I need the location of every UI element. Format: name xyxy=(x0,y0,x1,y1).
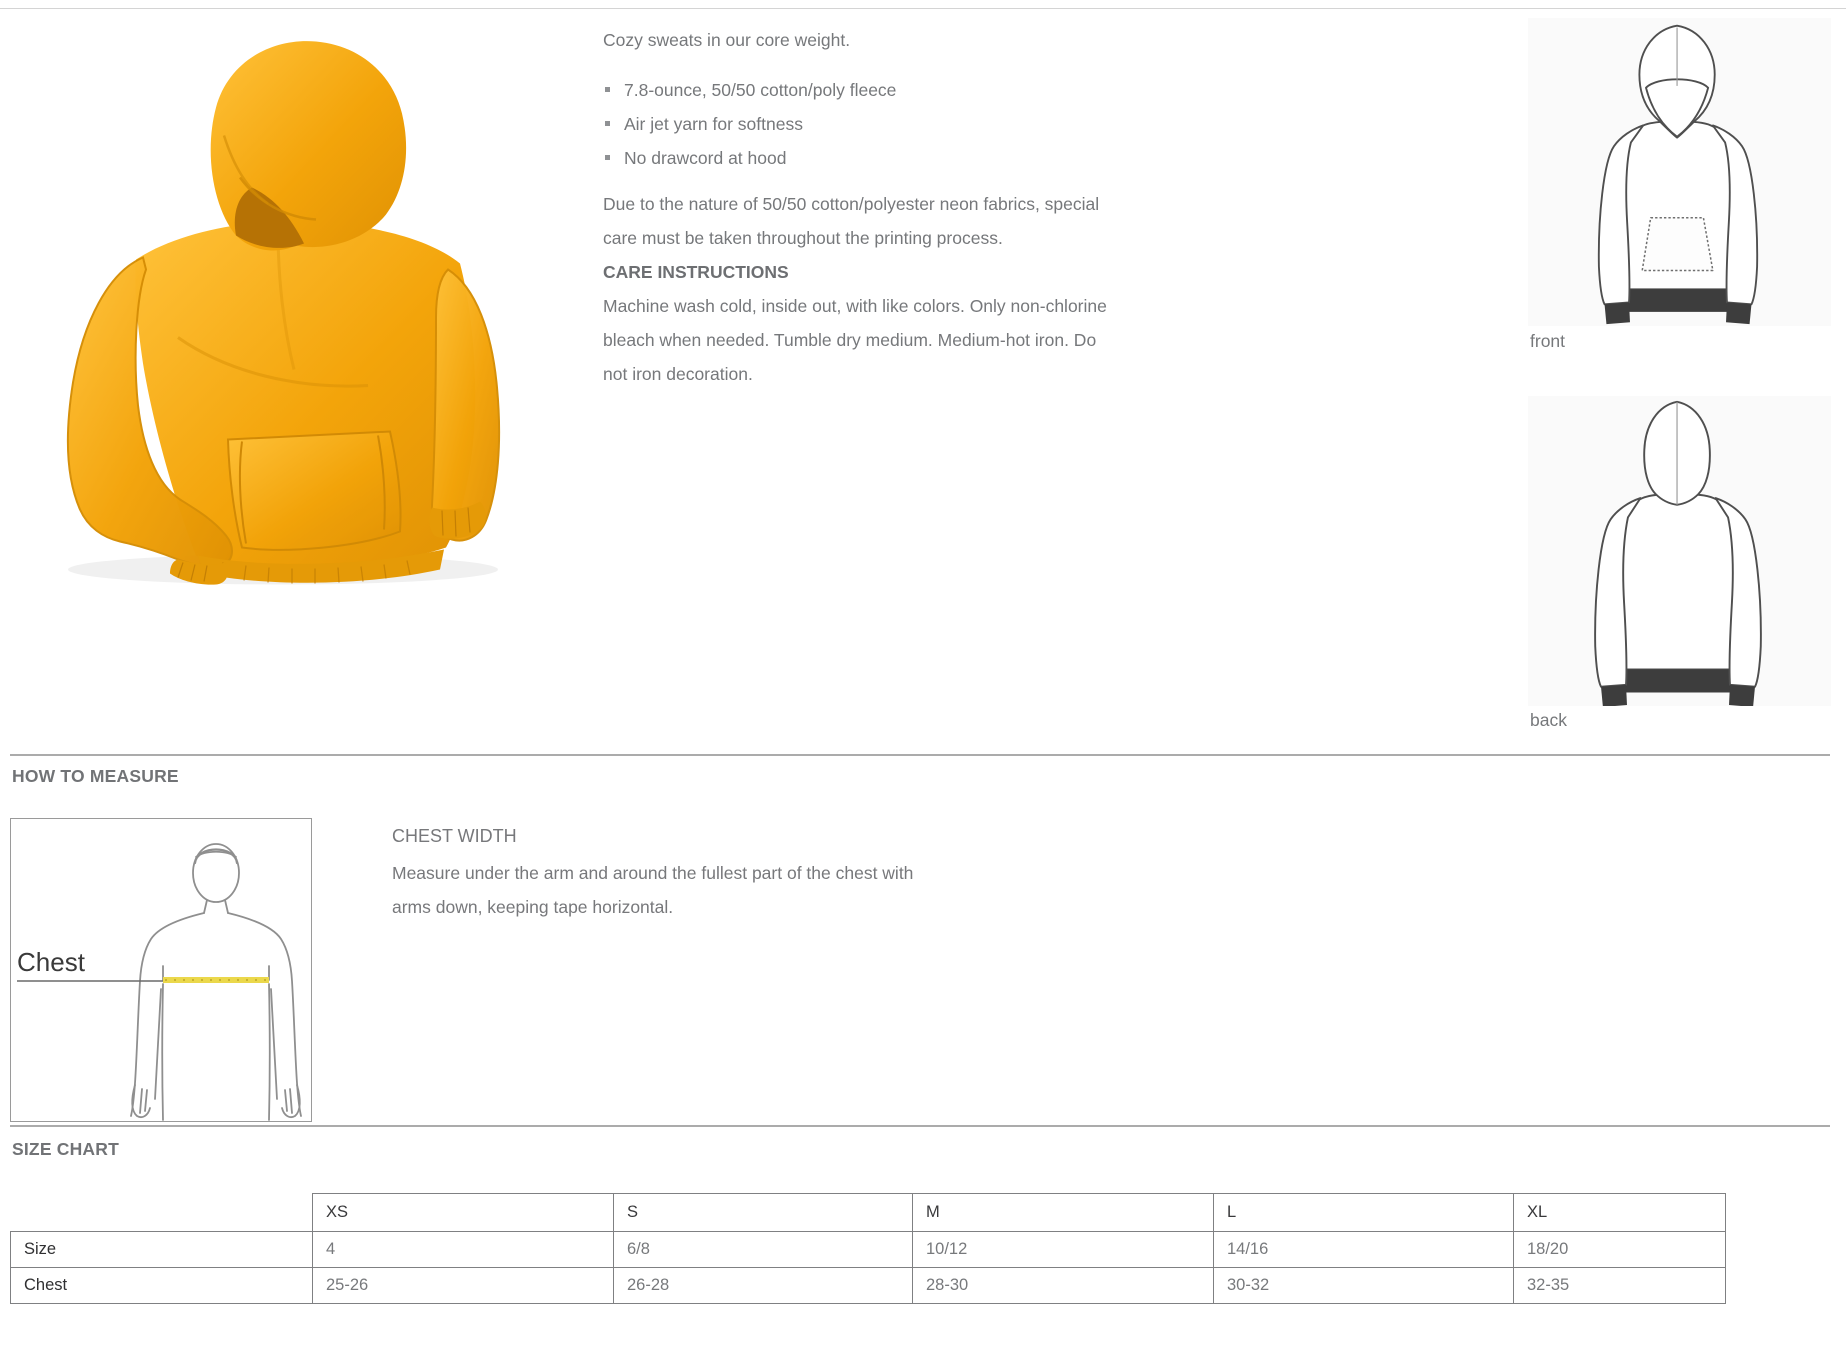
back-view-label: back xyxy=(1530,710,1567,730)
size-cell: 4 xyxy=(313,1232,614,1268)
product-description xyxy=(603,18,1119,391)
section-divider xyxy=(10,754,1830,756)
size-row-label: Size xyxy=(11,1232,313,1268)
size-cell: 25-26 xyxy=(313,1268,614,1304)
size-row-label: Chest xyxy=(11,1268,313,1304)
bullet-square-icon xyxy=(605,87,610,92)
size-cell: 18/20 xyxy=(1514,1232,1726,1268)
feature-item: 7.8-ounce, 50/50 cotton/poly fleece xyxy=(603,80,1119,100)
table-row xyxy=(11,1232,1726,1268)
chest-label: Chest xyxy=(17,947,85,977)
size-col-header: M xyxy=(913,1194,1214,1232)
measure-figure-drawing xyxy=(11,819,311,1121)
front-drawing xyxy=(1585,20,1771,326)
size-cell: 26-28 xyxy=(614,1268,913,1304)
product-photo-image xyxy=(28,16,518,594)
feature-item: Air jet yarn for softness xyxy=(603,114,1119,134)
size-cell: 6/8 xyxy=(614,1232,913,1268)
size-cell: 30-32 xyxy=(1214,1268,1514,1304)
feature-list xyxy=(603,80,1119,168)
size-cell: 10/12 xyxy=(913,1232,1214,1268)
bullet-square-icon xyxy=(605,155,610,160)
front-view-image xyxy=(1528,18,1831,326)
how-to-measure-heading: HOW TO MEASURE xyxy=(12,766,179,786)
size-cell: 14/16 xyxy=(1214,1232,1514,1268)
size-col-header: XS xyxy=(313,1194,614,1232)
size-chart-corner-cell xyxy=(11,1194,313,1232)
back-view-image xyxy=(1528,396,1831,706)
section-divider xyxy=(10,1125,1830,1127)
size-col-header: L xyxy=(1214,1194,1514,1232)
top-divider xyxy=(0,8,1846,9)
care-instructions-text: Machine wash cold, inside out, with like colors. Only non-chlorine bleach when needed. Tumble dry medium. Medium-hot iron. Do not iron decoration. xyxy=(603,296,1107,384)
back-drawing xyxy=(1585,398,1771,706)
chest-width-title: CHEST WIDTH xyxy=(392,826,517,846)
size-col-header: S xyxy=(614,1194,913,1232)
table-row xyxy=(11,1268,1726,1304)
size-cell: 28-30 xyxy=(913,1268,1214,1304)
front-view-label: front xyxy=(1530,331,1566,351)
care-instructions-heading: CARE INSTRUCTIONS xyxy=(603,262,789,282)
product-intro: Cozy sweats in our core weight. xyxy=(603,30,851,50)
bullet-square-icon xyxy=(605,121,610,126)
chest-width-text: Measure under the arm and around the fullest part of the chest with arms down, keeping tape horizontal. xyxy=(392,863,914,917)
size-cell: 32-35 xyxy=(1514,1268,1726,1304)
size-chart-table xyxy=(10,1193,1726,1304)
feature-item: No drawcord at hood xyxy=(603,148,1119,168)
size-chart-header-row xyxy=(11,1194,1726,1232)
printing-note: Due to the nature of 50/50 cotton/polyester neon fabrics, special care must be taken throughout the printing process. xyxy=(603,194,1100,248)
measure-illustration xyxy=(10,818,312,1122)
size-col-header: XL xyxy=(1514,1194,1726,1232)
size-chart-heading: SIZE CHART xyxy=(12,1139,119,1159)
